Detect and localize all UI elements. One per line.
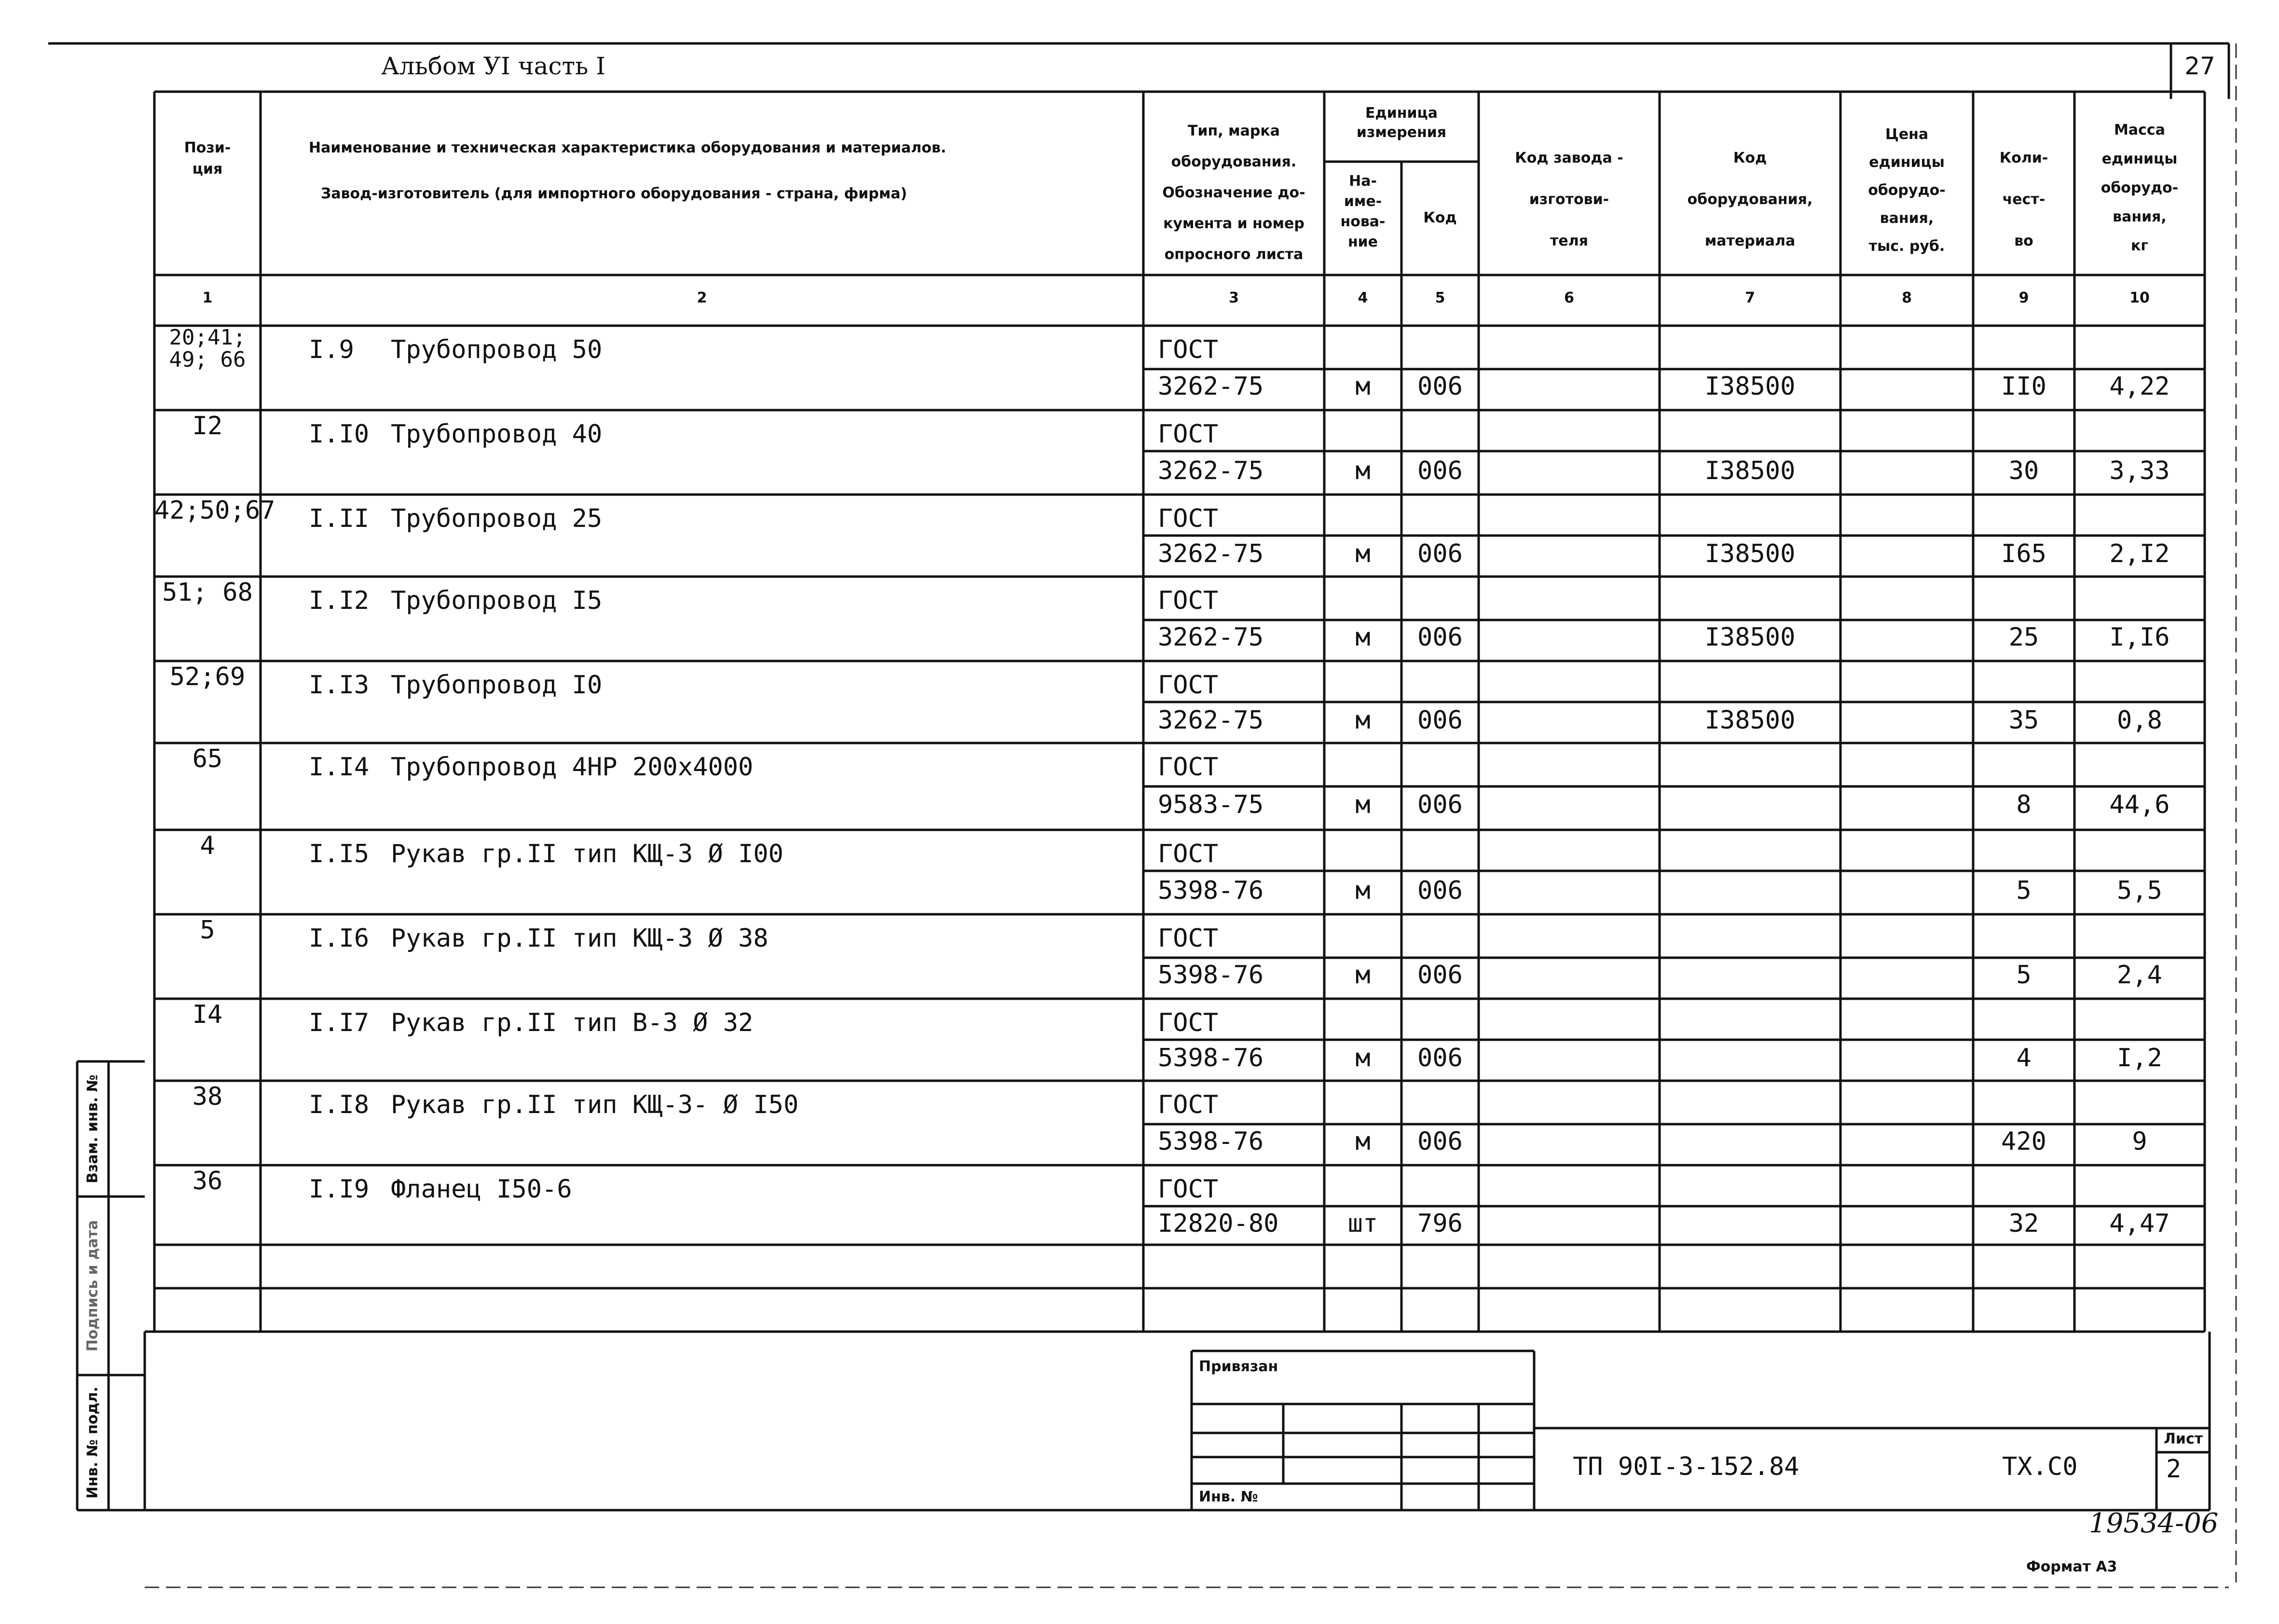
cell-unit: м — [1355, 1044, 1371, 1073]
cell-unit: м — [1355, 622, 1371, 652]
cell-std: ГОСТ — [1158, 671, 1219, 700]
cell-code: 006 — [1417, 622, 1463, 652]
cell-pos: 5 — [200, 916, 215, 945]
cell-code: 006 — [1417, 790, 1463, 819]
header-price: Цена единицы оборудо- вания, тыс. руб. — [1868, 126, 1946, 255]
col-num-7: 7 — [1745, 289, 1755, 306]
cell-mat: I38500 — [1704, 456, 1796, 485]
cell-name: Трубопровод 40 — [391, 420, 603, 449]
col-num-8: 8 — [1902, 289, 1912, 306]
cell-qty: 5 — [2016, 876, 2032, 905]
cell-pos: 42;50;67 — [154, 496, 275, 525]
cell-num: I.I0 — [309, 420, 370, 449]
cell-unit: м — [1355, 876, 1371, 905]
cell-mass: 4,47 — [2109, 1209, 2170, 1238]
cell-std: ГОСТ — [1158, 1175, 1219, 1204]
cell-unit: м — [1355, 539, 1371, 568]
header-position: Пози- ция — [184, 139, 231, 178]
cell-name: Трубопровод 4НР 200х4000 — [391, 753, 754, 782]
col-num-6: 6 — [1564, 289, 1574, 306]
privyazan-label: Привязан — [1199, 1358, 1278, 1375]
cell-num: I.II — [309, 504, 370, 533]
cell-doc: 5398-76 — [1158, 876, 1264, 905]
cell-std: ГОСТ — [1158, 753, 1219, 782]
header-material-code: Код оборудования, материала — [1687, 150, 1813, 249]
header-unit-name: На- име- нова- ние — [1340, 173, 1386, 250]
cell-mat: I38500 — [1704, 706, 1796, 735]
cell-doc: 3262-75 — [1158, 456, 1264, 485]
cell-code: 006 — [1417, 876, 1463, 905]
cell-mass: 2,I2 — [2109, 539, 2170, 568]
col-num-1: 1 — [202, 289, 213, 306]
cell-doc: 5398-76 — [1158, 960, 1264, 990]
page-number: 27 — [2184, 52, 2215, 80]
cell-doc: 3262-75 — [1158, 706, 1264, 735]
cell-code: 006 — [1417, 456, 1463, 485]
header-name-line1: Наименование и техническая характеристика оборудования и материалов. — [309, 139, 947, 156]
cell-std: ГОСТ — [1158, 504, 1219, 533]
cell-std: ГОСТ — [1158, 924, 1219, 953]
cell-unit: м — [1355, 372, 1371, 401]
cell-pos: I4 — [192, 1000, 223, 1029]
cell-mat: I38500 — [1704, 622, 1796, 652]
cell-pos: 51; 68 — [162, 578, 253, 607]
cell-std: ГОСТ — [1158, 335, 1219, 364]
cell-qty: 32 — [2008, 1209, 2039, 1238]
cell-unit: м — [1355, 1127, 1371, 1156]
cell-pos: 65 — [192, 744, 223, 773]
cell-code: 006 — [1417, 372, 1463, 401]
side-inv-podl: Инв. № подл. — [84, 1386, 101, 1499]
cell-std: ГОСТ — [1158, 840, 1219, 868]
cell-std: ГОСТ — [1158, 1090, 1219, 1119]
header-quantity: Коли- чест- во — [1999, 150, 2048, 249]
cell-qty: II0 — [2001, 372, 2046, 401]
col-num-5: 5 — [1435, 289, 1445, 306]
handwritten-number: 19534-06 — [2089, 1508, 2219, 1539]
side-vzam: Взам. инв. № — [84, 1074, 101, 1184]
cell-num: I.9 — [309, 335, 354, 364]
cell-name: Трубопровод I0 — [391, 671, 603, 700]
cell-doc: 5398-76 — [1158, 1044, 1264, 1073]
cell-num: I.I3 — [309, 671, 370, 700]
cell-mass: 3,33 — [2109, 456, 2170, 485]
cell-pos: 20;41; 49; 66 — [169, 325, 246, 372]
side-podpis: Подпись и дата — [84, 1220, 101, 1352]
cell-qty: 4 — [2016, 1044, 2032, 1073]
cell-qty: 35 — [2008, 706, 2039, 735]
format-label: Формат А3 — [2026, 1558, 2117, 1575]
cell-qty: 8 — [2016, 790, 2032, 819]
cell-std: ГОСТ — [1158, 586, 1219, 615]
cell-qty: 30 — [2008, 456, 2039, 485]
cell-std: ГОСТ — [1158, 420, 1219, 449]
cell-doc: I2820-80 — [1158, 1209, 1279, 1238]
album-title: Альбом УI часть I — [381, 52, 606, 80]
cell-num: I.I9 — [309, 1175, 370, 1204]
cell-mass: 2,4 — [2117, 960, 2162, 990]
cell-name: Рукав гр.II тип КЩ-3- Ø I50 — [391, 1090, 799, 1119]
cell-doc: 3262-75 — [1158, 622, 1264, 652]
cell-pos: 36 — [192, 1167, 223, 1196]
cell-mass: I,I6 — [2109, 622, 2170, 652]
header-type: Тип, марка оборудования. Обозначение до- кумента и номер опросного листа — [1162, 123, 1305, 263]
cell-unit: м — [1355, 790, 1371, 819]
cell-num: I.I4 — [309, 753, 370, 782]
cell-name: Трубопровод 50 — [391, 335, 603, 364]
header-name-line2: Завод-изготовитель (для импортного оборудования - страна, фирма) — [321, 185, 907, 202]
cell-code: 006 — [1417, 1044, 1463, 1073]
sheet-label: Лист — [2164, 1431, 2203, 1447]
cell-unit: м — [1355, 456, 1371, 485]
cell-mass: 5,5 — [2117, 876, 2162, 905]
cell-num: I.I8 — [309, 1090, 370, 1119]
cell-name: Трубопровод 25 — [391, 504, 603, 533]
cell-name: Рукав гр.II тип КЩ-3 Ø I00 — [391, 840, 783, 868]
cell-pos: 38 — [192, 1082, 223, 1111]
cell-mass: 0,8 — [2117, 706, 2162, 735]
col-num-9: 9 — [2018, 289, 2029, 306]
cell-mat: I38500 — [1704, 372, 1796, 401]
header-factory-code: Код завода - изготови- теля — [1515, 150, 1623, 249]
cell-qty: I65 — [2001, 539, 2046, 568]
cell-doc: 5398-76 — [1158, 1127, 1264, 1156]
cell-code: 006 — [1417, 539, 1463, 568]
sheet-code: ТХ.С0 — [2002, 1452, 2078, 1481]
cell-code: 006 — [1417, 706, 1463, 735]
cell-num: I.I7 — [309, 1008, 370, 1037]
col-num-2: 2 — [697, 289, 707, 306]
cell-std: ГОСТ — [1158, 1008, 1219, 1037]
cell-code: 796 — [1417, 1209, 1463, 1238]
header-mass: Масса единицы оборудо- вания, кг — [2101, 122, 2179, 254]
col-num-4: 4 — [1358, 289, 1368, 306]
cell-unit: м — [1355, 960, 1371, 990]
cell-mass: 9 — [2132, 1127, 2147, 1156]
cell-unit: м — [1355, 706, 1371, 735]
cell-num: I.I6 — [309, 924, 370, 953]
cell-code: 006 — [1417, 960, 1463, 990]
cell-qty: 25 — [2008, 622, 2039, 652]
col-num-3: 3 — [1229, 289, 1239, 306]
cell-name: Фланец I50-6 — [391, 1175, 572, 1204]
cell-doc: 9583-75 — [1158, 790, 1264, 819]
cell-num: I.I2 — [309, 586, 370, 615]
cell-mass: 4,22 — [2109, 372, 2170, 401]
cell-name: Рукав гр.II тип КЩ-3 Ø 38 — [391, 924, 769, 953]
header-unit-code: Код — [1423, 209, 1457, 226]
cell-pos: 4 — [200, 831, 215, 860]
cell-doc: 3262-75 — [1158, 539, 1264, 568]
sheet-number: 2 — [2166, 1455, 2182, 1484]
header-unit-group: Единица измерения — [1356, 105, 1447, 141]
cell-unit: шт — [1347, 1209, 1378, 1238]
cell-num: I.I5 — [309, 840, 370, 868]
cell-pos: 52;69 — [169, 662, 246, 691]
cell-qty: 420 — [2001, 1127, 2046, 1156]
cell-mass: I,2 — [2117, 1044, 2162, 1073]
cell-name: Трубопровод I5 — [391, 586, 603, 615]
col-num-10: 10 — [2129, 289, 2150, 306]
inv-no-label: Инв. № — [1199, 1488, 1258, 1505]
cell-qty: 5 — [2016, 960, 2032, 990]
doc-code: ТП 90I-3-152.84 — [1573, 1452, 1799, 1481]
cell-mass: 44,6 — [2109, 790, 2170, 819]
cell-mat: I38500 — [1704, 539, 1796, 568]
cell-code: 006 — [1417, 1127, 1463, 1156]
cell-doc: 3262-75 — [1158, 372, 1264, 401]
cell-name: Рукав гр.II тип В-3 Ø 32 — [391, 1008, 754, 1037]
cell-pos: I2 — [192, 412, 223, 440]
